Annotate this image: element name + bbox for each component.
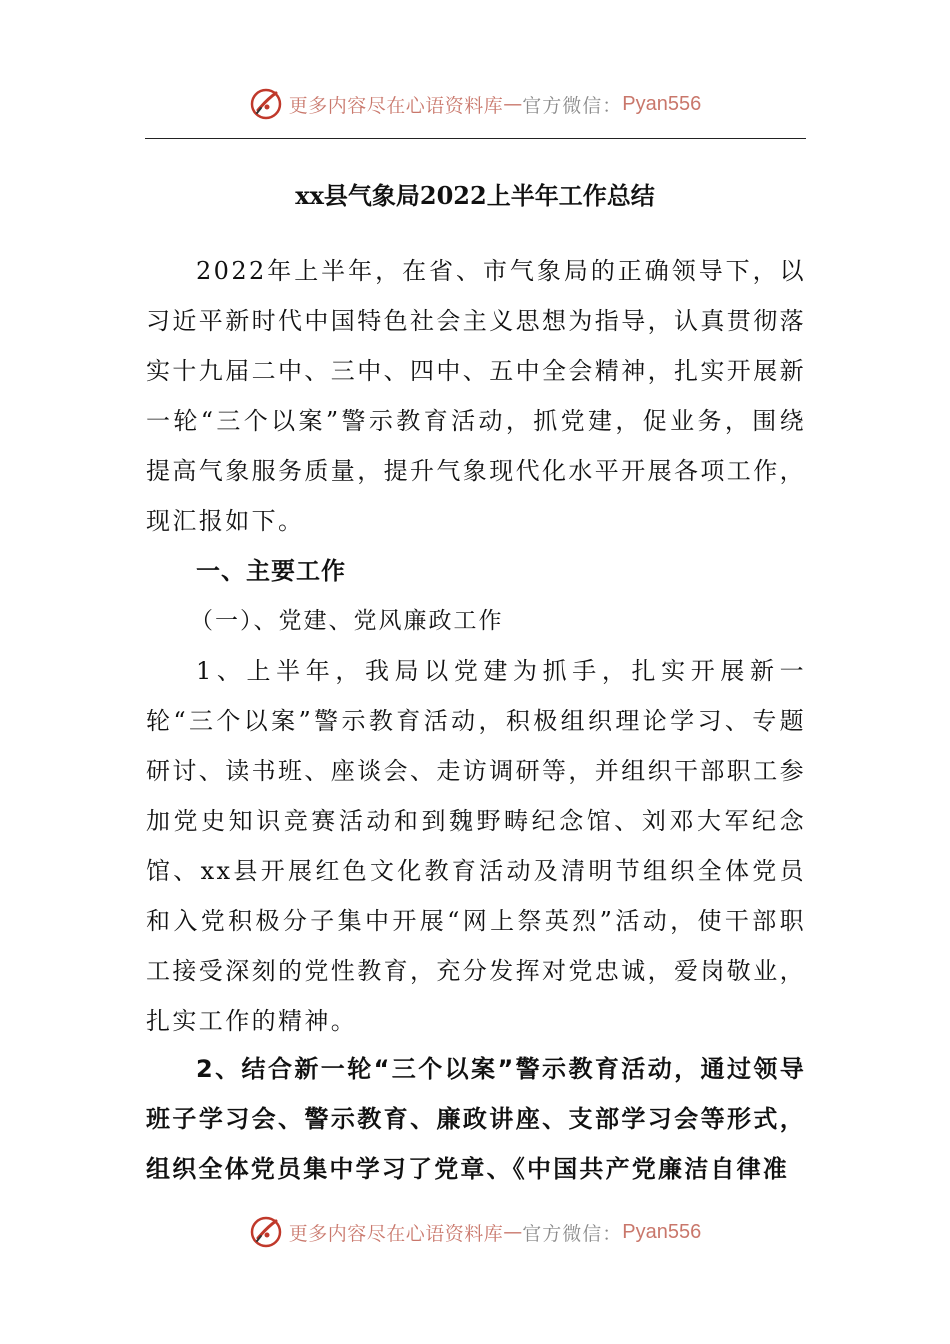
pen-logo-icon xyxy=(249,1214,285,1250)
banner-wechat-label: 官方微信： xyxy=(522,94,623,117)
item-1-paragraph: 1、上半年，我局以党建为抓手，扎实开展新一轮“三个以案”警示教育活动，积极组织理论学习、专题研讨、读书班、座谈会、走访调研等，并组织干部职工参加党史知识竞赛活动和到魏野畴纪念馆、刘邓大军纪念馆、xx县开展红色文化教育活动及清明节组织全体党员和入党积极分子集中开展“网上祭英烈”活动，使干部职工接受深刻的党性教育，充分发挥对党忠诚，爱岗敬业，扎实工作的精神。 xyxy=(146,657,806,1035)
section-heading: 一、主要工作 xyxy=(196,557,346,585)
header-banner xyxy=(0,84,950,124)
document-title: xx县气象局2022上半年工作总结 xyxy=(295,181,655,210)
banner-wechat-id: Pyan556 xyxy=(622,92,702,115)
banner-dash: — xyxy=(503,93,523,115)
banner-brand-text: 更多内容尽在心语资料库 xyxy=(288,94,504,117)
item-2-paragraph: 2、结合新一轮“三个以案”警示教育活动，通过领导班子学习会、警示教育、廉政讲座、支部学习会等形式，组织全体党员集中学习了党章、《中国共产党廉洁自律准 xyxy=(146,1055,806,1183)
banner-dash: — xyxy=(503,1221,523,1243)
footer-banner xyxy=(0,1212,950,1252)
banner-brand-text: 更多内容尽在心语资料库 xyxy=(288,1222,504,1245)
pen-logo-icon xyxy=(249,86,285,122)
intro-paragraph: 2022年上半年，在省、市气象局的正确领导下，以习近平新时代中国特色社会主义思想为指导，认真贯彻落实十九届二中、三中、四中、五中全会精神，扎实开展新一轮“三个以案”警示教育活动，抓党建，促业务，围绕提高气象服务质量，提升气象现代化水平开展各项工作，现汇报如下。 xyxy=(146,257,806,535)
header-divider xyxy=(145,138,806,139)
banner-wechat-id: Pyan556 xyxy=(622,1220,702,1243)
subsection-heading: （一）、党建、党风廉政工作 xyxy=(190,608,504,634)
banner-wechat-label: 官方微信： xyxy=(522,1222,623,1245)
